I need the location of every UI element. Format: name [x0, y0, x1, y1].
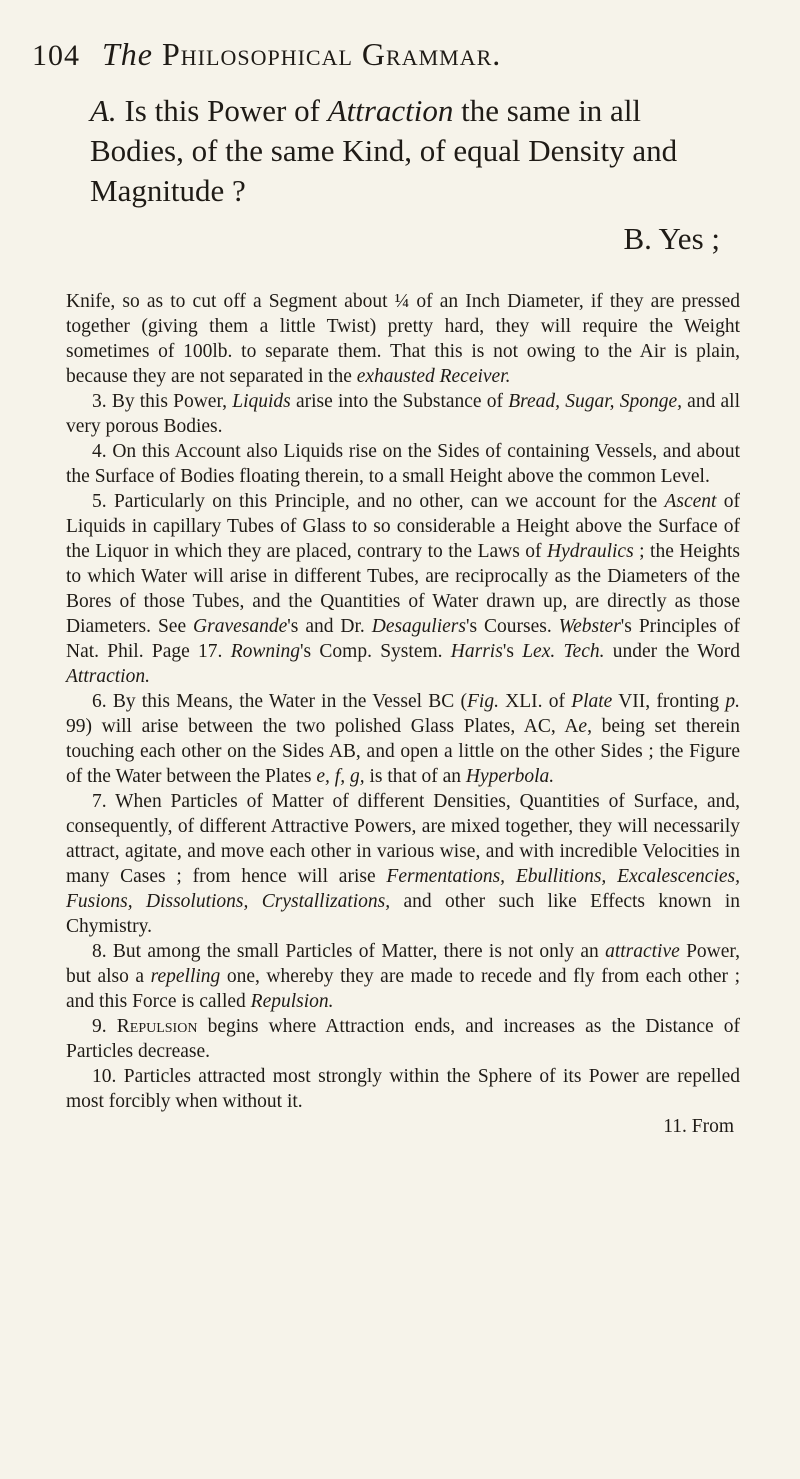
text-segment: VII, fronting: [612, 691, 726, 712]
paragraph-p8: [66, 939, 740, 1014]
text-segment: arise into the Substance of: [290, 391, 509, 412]
paragraph-p7: [66, 789, 740, 939]
text-segment: ; the Heights to which Water will arise in different Tubes, are reciprocally as the Diameters of the Bores of those Tubes, and the Quantities of Water drawn up, are directly as those Diameters. See: [66, 541, 741, 637]
text-segment: e, f, g,: [316, 766, 365, 787]
text-segment: 10. Particles attracted most strongly within the Sphere of its Power are repelled most forcibly when without it.: [66, 1066, 740, 1112]
answer: B. Yes ;: [623, 221, 720, 256]
question-block: [90, 91, 740, 211]
catchword: 11. From: [663, 1116, 734, 1137]
paragraph-p9: [66, 1014, 740, 1064]
text-segment: 9.: [92, 1016, 117, 1037]
text-segment: Lex. Tech.: [522, 641, 605, 662]
text-segment: Ascent: [664, 491, 717, 512]
text-segment: Bread, Sugar, Sponge,: [508, 391, 682, 412]
text-segment: p.: [725, 691, 740, 712]
running-title-text: Philosophical Grammar.: [162, 36, 502, 72]
text-segment: e: [578, 716, 588, 737]
text-segment: and all very porous Bodies.: [66, 391, 741, 437]
paragraph-p4: [66, 439, 740, 489]
text-segment: under the Word: [604, 641, 740, 662]
text-segment: , being set therein touching each other on the Sides AB, and open a little on the other Sides ; the Figure of the Water between the Plates: [66, 716, 741, 787]
text-segment: Liquids: [232, 391, 291, 412]
running-title: [102, 36, 501, 73]
question-text-2: the same in all Bodies, of the same Kind, of equal Density and Magnitude ?: [90, 93, 678, 208]
text-segment: exhausted Receiver.: [356, 366, 511, 387]
text-segment: Desaguliers: [371, 616, 466, 637]
text-segment: Rowning: [230, 641, 301, 662]
text-segment: 's Principles of Nat. Phil. Page 17.: [66, 616, 740, 662]
text-segment: 6. By this Means, the Water in the Vessel BC (: [92, 691, 467, 712]
text-segment: 99) will arise between the two polished Glass Plates, AC, A: [66, 716, 579, 737]
text-segment: Hyperbola.: [465, 766, 555, 787]
text-segment: Gravesande: [193, 616, 288, 637]
text-segment: 5. Particularly on this Principle, and no other, can we account for the: [92, 491, 665, 512]
paragraph-p3: [66, 389, 740, 439]
paragraph-p-cont: [66, 289, 740, 389]
text-segment: 's Comp. System.: [300, 641, 451, 662]
text-segment: attractive: [605, 941, 680, 962]
text-segment: 's and Dr.: [287, 616, 372, 637]
text-segment: repelling: [150, 966, 221, 987]
text-segment: 's: [502, 641, 523, 662]
text-segment: and other such like Effects known in Chymistry.: [66, 891, 740, 937]
running-header: [32, 36, 740, 73]
text-segment: Hydraulics: [547, 541, 634, 562]
question-label: A.: [90, 93, 117, 128]
text-segment: one, whereby they are made to recede and fly from each other ; and this Force is called: [66, 966, 741, 1012]
paragraph-p6: [66, 689, 740, 789]
question-text-1: Is this Power of: [124, 93, 320, 128]
text-segment: is that of an: [364, 766, 466, 787]
text-segment: of Liquids in capillary Tubes of Glass to so considerable a Height above the Surface of the Liquor in which they are placed, contrary to the Laws of: [66, 491, 740, 562]
text-segment: Attraction.: [66, 666, 150, 687]
text-segment: Repulsion: [116, 1016, 198, 1037]
running-title-italic: The: [102, 36, 153, 72]
text-segment: 's Courses.: [465, 616, 559, 637]
text-segment: 3. By this Power,: [92, 391, 233, 412]
text-segment: 8. But among the small Particles of Matter, there is not only an: [92, 941, 606, 962]
text-segment: 7. When Particles of Matter of different Densities, Quantities of Surface, and, consequently, of different Attractive Powers, are mixed together, they will necessarily attract, agitate, and move each other in various wise, and with incredible Velocities in many Cases ; from hence will arise: [66, 791, 740, 887]
text-segment: Power, but also a: [66, 941, 741, 987]
body-text: [66, 289, 740, 1114]
text-segment: Harris: [450, 641, 503, 662]
paragraph-p10: [66, 1064, 740, 1114]
text-segment: XLI. of: [498, 691, 572, 712]
text-segment: begins where Attraction ends, and increases as the Distance of Particles decrease.: [66, 1016, 741, 1062]
text-segment: Fig.: [466, 691, 499, 712]
text-segment: 4. On this Account also Liquids rise on the Sides of containing Vessels, and about the Surface of Bodies floating therein, to a small Height above the common Level.: [66, 441, 740, 487]
text-segment: Webster: [558, 616, 621, 637]
text-segment: Repulsion.: [250, 991, 334, 1012]
question-text-italic: Attraction: [327, 93, 454, 128]
paragraph-p5: [66, 489, 740, 689]
text-segment: Knife, so as to cut off a Segment about ¼ of an Inch Diameter, if they are pressed together (giving them a little Twist) pretty hard, they will require the Weight sometimes of 100lb. to separate them. That this is not owing to the Air is plain, because they are not separated in the: [66, 291, 740, 387]
page-number: 104: [32, 39, 80, 72]
text-segment: Fermentations, Ebullitions, Excalescencies, Fusions, Dissolutions, Crystallizations,: [66, 866, 740, 912]
text-segment: Plate: [571, 691, 613, 712]
